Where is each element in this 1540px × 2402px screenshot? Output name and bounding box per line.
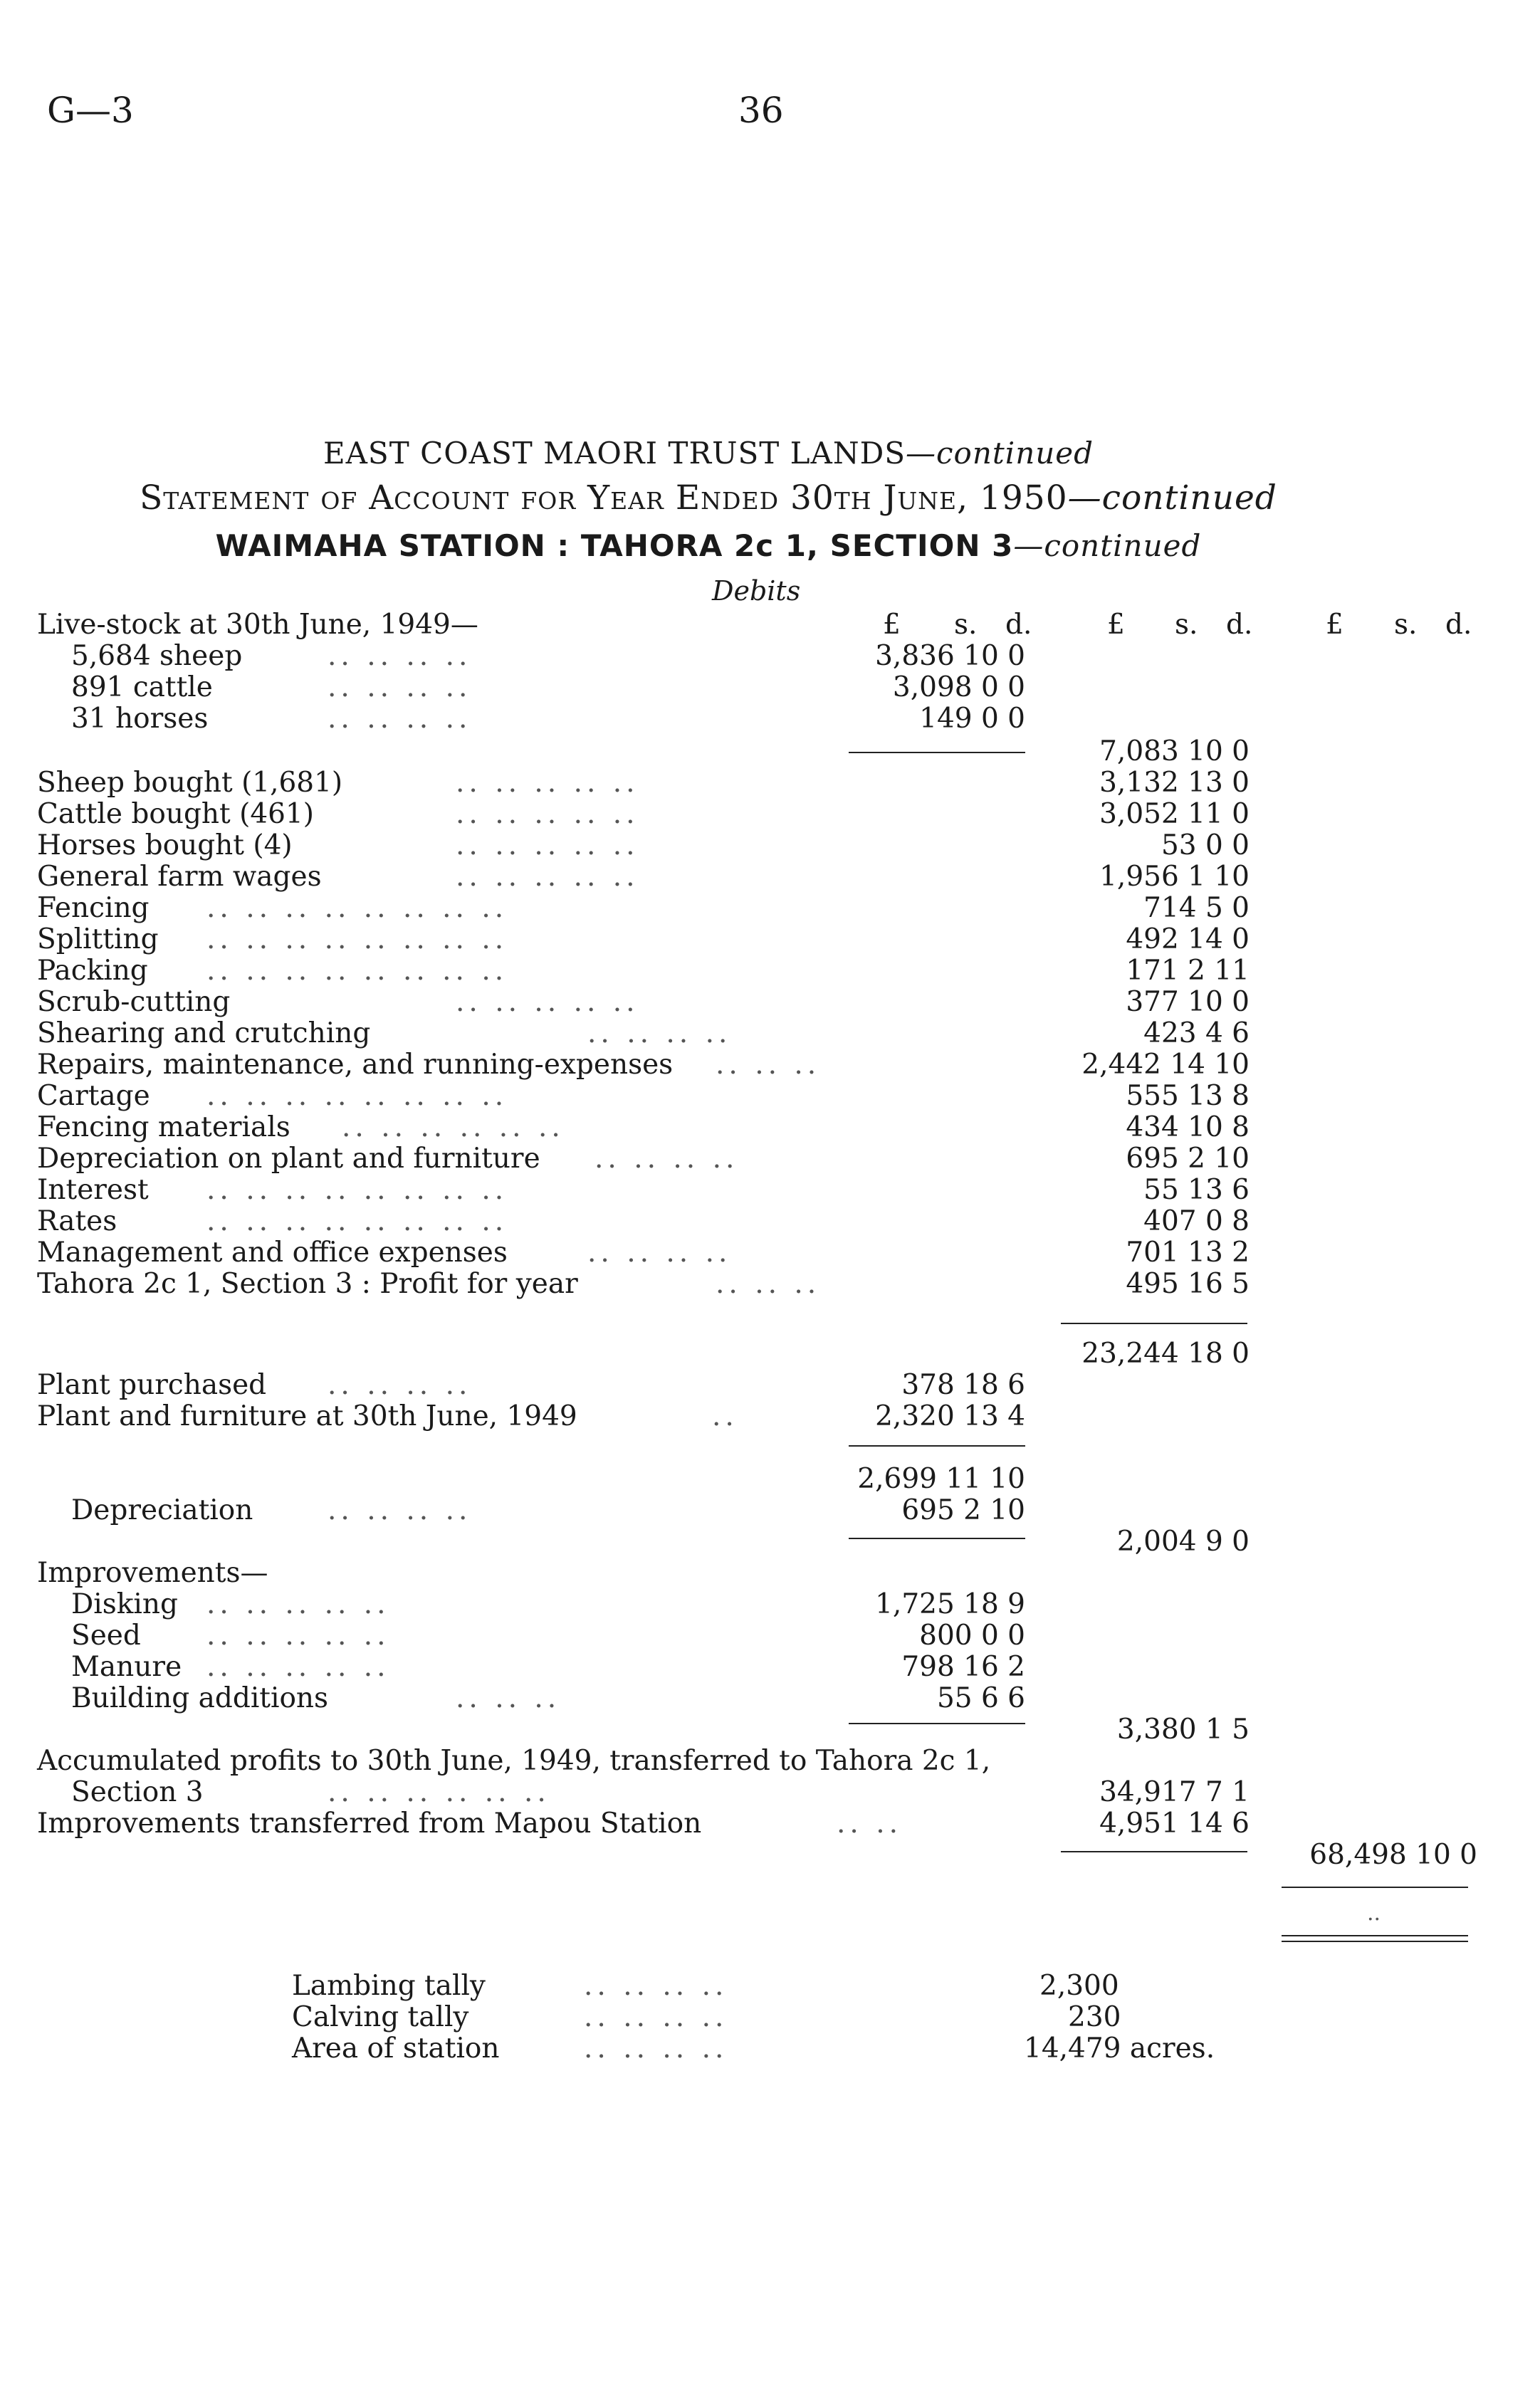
expense-row: Sheep bought (1,681) .. .. .. .. .. 3,132 13 0 <box>37 767 1250 799</box>
expense-row: Management and office expenses .. .. .. .. 701 13 2 <box>37 1237 1250 1269</box>
expense-row: Scrub-cutting .. .. .. .. .. 377 10 0 <box>37 986 1250 1018</box>
plant-purchased-row: Plant purchased .. .. .. .. 378 18 6 <box>37 1369 1025 1401</box>
col2-shilling: s. <box>1175 609 1198 641</box>
rule <box>849 1445 1025 1447</box>
tally-row: Lambing tally .. .. .. .. 2,300 <box>292 1970 1119 2002</box>
improvement-row: Manure .. .. .. .. .. 798 16 2 <box>71 1651 1025 1683</box>
expense-row: Cartage .. .. .. .. .. .. .. .. 555 13 8 <box>37 1080 1250 1112</box>
improvements-heading: Improvements— <box>37 1557 268 1589</box>
col2-pence: d. <box>1226 609 1253 641</box>
rule <box>1282 1887 1468 1888</box>
accumulated-row: Section 3 .. .. .. .. .. .. 34,917 7 1 <box>71 1776 1250 1808</box>
expense-row: Rates .. .. .. .. .. .. .. .. 407 0 8 <box>37 1205 1250 1237</box>
tally-row: Calving tally .. .. .. .. 230 <box>292 2001 1121 2033</box>
title-line-1: EAST COAST MAORI TRUST LANDS—continued <box>323 436 1094 471</box>
expense-row: Horses bought (4) .. .. .. .. .. 53 0 0 <box>37 829 1250 861</box>
plant-furniture-row: Plant and furniture at 30th June, 1949 .. 2,320 13 4 <box>37 1400 1025 1432</box>
livestock-total: 7,083 10 0 <box>1099 735 1250 767</box>
accumulated-label-1: Accumulated profits to 30th June, 1949, transferred to Tahora 2c 1, <box>37 1745 991 1777</box>
expense-row: Splitting .. .. .. .. .. .. .. .. 492 14 0 <box>37 923 1250 955</box>
ornament: .. <box>1367 1901 1381 1926</box>
expense-row: Packing .. .. .. .. .. .. .. .. 171 2 11 <box>37 955 1250 987</box>
expense-row: Interest .. .. .. .. .. .. .. .. 55 13 6 <box>37 1174 1250 1206</box>
expense-row: Cattle bought (461) .. .. .. .. .. 3,052 11 0 <box>37 798 1250 830</box>
depreciation-row: Depreciation .. .. .. .. 695 2 10 <box>71 1494 1025 1526</box>
improvement-row: Disking .. .. .. .. .. 1,725 18 9 <box>71 1588 1025 1620</box>
expense-row: Repairs, maintenance, and running-expenses .. .. .. 2,442 14 10 <box>37 1049 1250 1081</box>
improvement-row: Building additions .. .. .. 55 6 6 <box>71 1682 1025 1714</box>
col3-pound: £ <box>1326 609 1343 641</box>
plant-net: 2,004 9 0 <box>1116 1526 1250 1558</box>
col1-pound: £ <box>883 609 901 641</box>
expense-row: Fencing .. .. .. .. .. .. .. .. 714 5 0 <box>37 892 1250 924</box>
section-code: G—3 <box>47 90 134 131</box>
expense-row: General farm wages .. .. .. .. .. 1,956 1 10 <box>37 861 1250 893</box>
rule <box>1282 1935 1468 1936</box>
debits-subheading: Debits <box>712 575 801 607</box>
expense-row: Tahora 2c 1, Section 3 : Profit for year .. .. .. 495 16 5 <box>37 1268 1250 1300</box>
tally-row: Area of station .. .. .. .. 14,479 acres. <box>292 2033 1215 2065</box>
rule <box>1282 1941 1468 1942</box>
livestock-row: 31 horses .. .. .. .. 149 0 0 <box>71 703 1025 735</box>
col1-shilling: s. <box>954 609 978 641</box>
col3-shilling: s. <box>1394 609 1418 641</box>
expense-row: Fencing materials .. .. .. .. .. .. 434 10 8 <box>37 1111 1250 1143</box>
expenses-list <box>0 767 1540 1300</box>
plant-subtotal: 2,699 11 10 <box>857 1463 1025 1495</box>
col2-pound: £ <box>1107 609 1125 641</box>
grand-total: 68,498 10 0 <box>1309 1839 1477 1871</box>
transferred-row: Improvements transferred from Mapou Station .. .. 4,951 14 6 <box>37 1808 1250 1840</box>
col3-pence: d. <box>1445 609 1472 641</box>
improvement-row: Seed .. .. .. .. .. 800 0 0 <box>71 1620 1025 1652</box>
expense-row: Depreciation on plant and furniture .. .. .. .. 695 2 10 <box>37 1143 1250 1175</box>
page-number: 36 <box>738 90 784 131</box>
livestock-heading: Live-stock at 30th June, 1949— <box>37 609 478 641</box>
expenses-total: 23,244 18 0 <box>1081 1338 1250 1370</box>
livestock-row: 5,684 sheep .. .. .. .. 3,836 10 0 <box>71 640 1025 672</box>
title-line-3: WAIMAHA STATION : TAHORA 2c 1, SECTION 3—continued <box>215 528 1202 563</box>
livestock-row: 891 cattle .. .. .. .. 3,098 0 0 <box>71 671 1025 703</box>
improvements-total: 3,380 1 5 <box>1116 1714 1250 1746</box>
col1-pence: d. <box>1005 609 1032 641</box>
rule <box>1061 1323 1247 1324</box>
title-line-2: Statement of Account for Year Ended 30th June, 1950—continued <box>140 478 1277 518</box>
expense-row: Shearing and crutching .. .. .. .. 423 4 6 <box>37 1017 1250 1049</box>
